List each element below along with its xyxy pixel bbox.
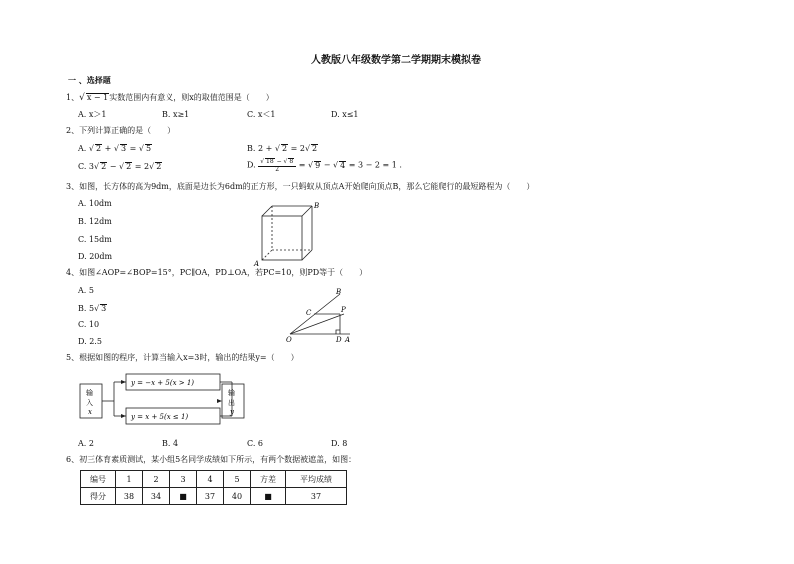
option-c: C. 10	[78, 320, 100, 329]
question-2: 2、下列计算正确的是（ ）	[66, 126, 176, 135]
option-b: B. 12dm	[78, 217, 112, 226]
option-a: A. 5	[78, 286, 94, 295]
table-cell: 方差	[251, 471, 286, 488]
table-cell: ■	[251, 488, 286, 505]
program-flowchart	[76, 368, 256, 430]
option-c: C. 6	[247, 439, 264, 448]
question-text: 实数范围内有意义，则x的取值范围是（ ）	[109, 93, 274, 102]
option-c: C. x＜1	[247, 110, 276, 119]
section-heading: 一 、选择题	[68, 76, 111, 85]
bottom-formula: y = x + 5(x ≤ 1)	[131, 413, 189, 421]
option-a: A. 2	[78, 439, 94, 448]
question-6: 6、初三体育素质测试，某小组5名同学成绩如下所示，有两个数据被遮盖，如图：	[66, 455, 357, 464]
option-b: B. 4	[162, 439, 179, 448]
option-d: D. $\frac{√ 18 - √ 8}{2}$ = √ 9 − √ 4 = 3 − 2 = 1 .	[247, 158, 402, 173]
table-cell: 38	[116, 488, 143, 505]
output-label-var: y	[230, 408, 234, 416]
question-5: 5、根据如图的程序，计算当输入x=3时，输出的结果y=（ ）	[66, 353, 299, 362]
angle-figure	[284, 286, 354, 344]
label-d: D	[336, 336, 342, 344]
option-d: D. 20dm	[78, 252, 113, 261]
table-cell: ■	[170, 488, 197, 505]
label-o: O	[286, 336, 292, 344]
table-row	[81, 488, 347, 505]
label-a: A	[345, 336, 351, 344]
table-cell: 平均成绩	[286, 471, 347, 488]
question-4: 4、如图∠AOP=∠BOP=15°，PC∥OA，PD⊥OA，若PC=10，则PD等于（ ）	[66, 268, 368, 277]
option-a: A. 10dm	[78, 199, 112, 208]
input-label-var: x	[88, 408, 92, 416]
output-label-2: 出	[228, 399, 235, 407]
label-b: B	[336, 288, 342, 296]
label-c: C	[306, 309, 312, 317]
vertex-label-b: B	[314, 202, 320, 210]
option-a: A. x＞1	[78, 110, 107, 119]
question-number: 1、	[66, 93, 80, 102]
table-cell: 4	[197, 471, 224, 488]
question-1: 1、√ x − 1实数范围内有意义，则x的取值范围是（ ）	[66, 93, 274, 103]
option-d: D. x≤1	[331, 110, 359, 119]
table-cell: 1	[116, 471, 143, 488]
vertex-label-a: A	[254, 260, 260, 268]
option-d: D. 8	[331, 439, 348, 448]
top-formula: y = −x + 5(x > 1)	[131, 379, 195, 387]
option-b: B. 5√ 3	[78, 304, 107, 313]
table-cell: 2	[143, 471, 170, 488]
output-label-1: 输	[228, 389, 235, 397]
input-label-1: 输	[86, 389, 93, 397]
table-cell: 5	[224, 471, 251, 488]
table-cell: 40	[224, 488, 251, 505]
table-row	[81, 471, 347, 488]
label-p: P	[341, 306, 346, 314]
input-label-2: 入	[86, 399, 93, 407]
table-cell: 编号	[81, 471, 116, 488]
option-b: B. 2 + √ 2 = 2√ 2	[247, 144, 318, 153]
table-cell: 34	[143, 488, 170, 505]
table-cell: 得分	[81, 488, 116, 505]
table-cell: 3	[170, 471, 197, 488]
question-3: 3、如图，长方体的高为9dm，底面是边长为6dm的正方形，一只蚂蚁从顶点A开始爬向顶点B，那么它能爬行的最短路程为（ ）	[66, 182, 535, 191]
radicand: x − 1	[86, 93, 109, 102]
option-c: C. 15dm	[78, 235, 112, 244]
option-b: B. x≥1	[162, 110, 190, 119]
option-c: C. 3√ 2 − √ 2 = 2√ 2	[78, 162, 162, 171]
score-table	[80, 470, 347, 505]
table-cell: 37	[286, 488, 347, 505]
page-title: 人教版八年级数学第二学期期末模拟卷	[311, 55, 481, 66]
option-d: D. 2.5	[78, 337, 102, 346]
option-a: A. √ 2 + √ 3 = √ 5	[78, 144, 152, 153]
table-cell: 37	[197, 488, 224, 505]
cuboid-figure	[252, 200, 322, 268]
